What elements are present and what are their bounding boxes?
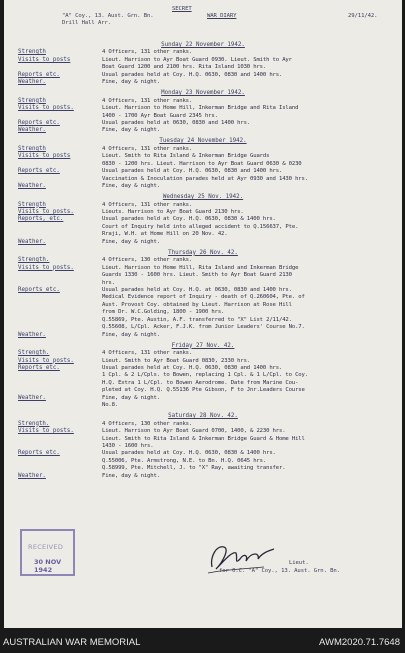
row-text: Court of Inquiry held into alleged accident to Q.156637, Pte. (102, 223, 299, 230)
row-text: Aust. Provost Coy. obtained by Lieut. Harrison at Rose Hill (102, 301, 292, 308)
row-text: Lieut. Smith to Rita Island & Inkerman Bridge Guard & Home Hill (102, 435, 305, 442)
row-label: Reports, etc. (18, 216, 64, 223)
entry-date-text: Tuesday 24 November 1942. (159, 138, 247, 145)
footer-institution: AUSTRALIAN WAR MEMORIAL (3, 637, 141, 648)
row-label: Visits to posts. (18, 208, 74, 215)
row-text: 4 Officers, 131 other ranks. (102, 350, 193, 357)
received-stamp (20, 529, 75, 576)
row-label: Reports etc. (18, 71, 60, 78)
entry-date (4, 42, 402, 48)
diary-date: 29/11/42. (348, 13, 378, 19)
subunit-heading: Drill Hall Arr. (62, 20, 112, 26)
row-label: Visits to posts. (18, 105, 74, 112)
entry-date (4, 413, 402, 419)
footer-accession-number: AWM2020.71.7648 (319, 637, 400, 648)
row-label: Strength (18, 49, 46, 56)
row-label: Reports etc. (18, 450, 60, 457)
row-label: Reports etc. (18, 120, 60, 126)
row-label: Weather. (18, 238, 46, 245)
row-label: Weather. (18, 394, 46, 401)
row-text: Q.55006, Pte. Armstrong, N.E. to Bn. H.Q. 0645 hrs. (102, 457, 267, 464)
signature-rank: Lieut. (289, 560, 309, 566)
entry-date (4, 343, 402, 349)
row-label: Strength. (18, 350, 50, 357)
row-label: Visits to posts. (18, 357, 74, 364)
row-label: Reports etc. (18, 168, 60, 175)
entry-date-text: Saturday 28 Nov. 42. (168, 413, 238, 420)
row-text: Lieut. Smith to Ayr Boat Guard 0830, 2330 hrs. (102, 357, 251, 364)
signature-unit-line: for O.C. "A" Coy., 13. Aust. Grn. Bn. (219, 568, 340, 574)
diary-page (4, 0, 402, 628)
stamp-received-text: RECEIVED (28, 543, 64, 551)
row-text: Usual parades held at Coy. H.Q. 0630, 0830 & 1400 hrs. (102, 450, 276, 457)
row-label: Weather. (18, 127, 46, 134)
row-label: Weather. (18, 331, 46, 338)
entry-date (4, 90, 402, 96)
row-text: Q.55608, L/Cpl. Acker, F.J.K. from Junior Leaders' Course No.7. (102, 324, 305, 331)
entry-date (4, 138, 402, 144)
row-text: Lieut. Harrison to Home Hill, Rita Island and Inkerman Bridge (102, 264, 299, 271)
row-text: Fine, day & night. (102, 183, 160, 190)
row-text: Usual parades held at Coy. H.Q. 0630, 0830 and 1400 hrs. (102, 71, 283, 78)
row-text: 0830 - 1200 hrs. Lieut. Harrison to Ayr Boat Guard 0630 & 0230 (102, 160, 302, 167)
row-text: Guards 1330 - 1600 hrs. Lieut. Smith to Ayr Boat Guard 2130 (102, 272, 292, 279)
entry-date-text: Friday 27 Nov. 42. (171, 342, 235, 349)
row-text: Medical Evidence report of Inquiry - death of Q.260604, Pte. of (102, 294, 305, 301)
row-label: Strength (18, 201, 46, 208)
entry-date (4, 250, 402, 256)
row-text: Usual parades held at Coy. H.Q. 0630, 0830 and 1400 hrs. (102, 168, 283, 175)
diary-title: WAR DIARY (207, 13, 237, 19)
row-text: 1 Cpl. & 2 L/Cpls. to Bowen, replacing 1 Cpl. & 1 L/Cpl. to Coy. (102, 372, 308, 379)
row-label: Strength. (18, 420, 50, 427)
row-text: 4 Officers, 131 other ranks. (102, 201, 193, 208)
row-text: 4 Officers, 130 other ranks. (102, 257, 193, 264)
row-label: Visits to posts (18, 56, 71, 63)
row-text: Q.55869, Pte. Austin, A.F. transferred to "X" List 2/11/42. (102, 316, 292, 323)
row-text: Vaccination & Inoculation parades held at Ayr 0930 and 1430 hrs. (102, 175, 308, 182)
row-text: Q.58999, Pte. Mitchell, J. to "X" Ray, awaiting transfer. (102, 465, 286, 472)
row-label: Weather. (18, 472, 46, 479)
row-label: Weather. (18, 183, 46, 190)
row-text: H.Q. Extra 1 L/Cpl. to Bowen Aerodrome. Date from Marine Cou- (102, 379, 299, 386)
row-text: Boat Guard 1200 and 2100 hrs. Rita Island 1030 hrs. (102, 64, 267, 71)
row-text: Fine, day & night. (102, 472, 160, 479)
row-label: Visits to posts. (18, 428, 74, 435)
row-text: Fine, day & night. (102, 331, 160, 338)
row-text: Lieut. Harrison to Ayr Boat Guard 0930. Lieut. Smith to Ayr (102, 56, 292, 63)
row-text: from Dr. W.C.Golding, 1800 - 1900 hrs. (102, 309, 225, 316)
row-text: 4 Officers, 130 other ranks. (102, 420, 193, 427)
entry-date-text: Thursday 26 Nov. 42. (168, 249, 238, 256)
row-text: Fine, day & night. (102, 127, 160, 134)
row-text: Lieut. Harrison to Ayr Boat Guard 0700, 1400, & 2230 hrs. (102, 428, 286, 435)
row-label: Strength (18, 97, 46, 104)
entry-date-text: Sunday 22 November 1942. (161, 42, 245, 48)
row-text: 1430 - 1600 hrs. (102, 442, 154, 449)
row-text: Lieut. Harrison to Home Hill, Inkerman Bridge and Rita Island (102, 105, 299, 112)
unit-heading: "A" Coy., 13. Aust. Grn. Bn. (62, 13, 154, 19)
row-text: hrs. (102, 279, 115, 286)
secret-classification: SECRET (172, 6, 192, 12)
row-text: pleted at Coy. H.Q. Q.55136 Pte Gibson, F to Jnr.Leaders Course (102, 387, 305, 394)
row-text: Fine, day & night. (102, 79, 160, 86)
row-text: Usual parades held at 0630, 0830 and 1400 hrs. (102, 120, 251, 126)
row-text: Fine, day & night. (102, 238, 160, 245)
entry-date-text: Wednesday 25 Nov. 1942. (162, 194, 244, 201)
entry-date-text: Monday 23 November 1942. (161, 90, 245, 97)
row-text: Usual parades held at Coy. H.Q. at 0630, 0830 and 1400 hrs. (102, 286, 292, 293)
row-label: Weather. (18, 79, 46, 86)
row-label: Reports etc. (18, 286, 60, 293)
stamp-date-text: 30 NOV 1942 (34, 558, 62, 574)
row-text: Usual parades held at Coy. H.Q. 0630, 0830 & 1400 hrs. (102, 216, 276, 223)
row-text: 4 Officers, 131 other ranks. (102, 49, 193, 56)
row-label: Reports etc. (18, 364, 60, 371)
row-text: Lieuts. Harrison to Ayr Boat Guard 2130 hrs. (102, 208, 244, 215)
row-text: 4 Officers, 131 other ranks. (102, 97, 193, 104)
row-label: Strength. (18, 257, 50, 264)
row-text: Usual parades held at Coy. H.Q. 0630, 0830 and 1400 hrs. (102, 364, 283, 371)
row-text: Lieut. Smith to Rita Island & Inkerman Bridge Guards (102, 153, 270, 160)
row-label: Strength (18, 145, 46, 152)
entry-date (4, 194, 402, 200)
row-label: Visits to posts. (18, 264, 74, 271)
row-text: 1400 - 1700 Ayr Boat Guard 2345 hrs. (102, 112, 218, 119)
row-text: Fine, day & night. (102, 394, 160, 401)
row-text: No.8. (102, 402, 119, 409)
row-text: Rraji, W.H. at Home Hill on 20 Nov. 42. (102, 231, 228, 238)
row-label: Visits to posts (18, 153, 71, 160)
row-text: 4 Officers, 131 other ranks. (102, 145, 193, 152)
